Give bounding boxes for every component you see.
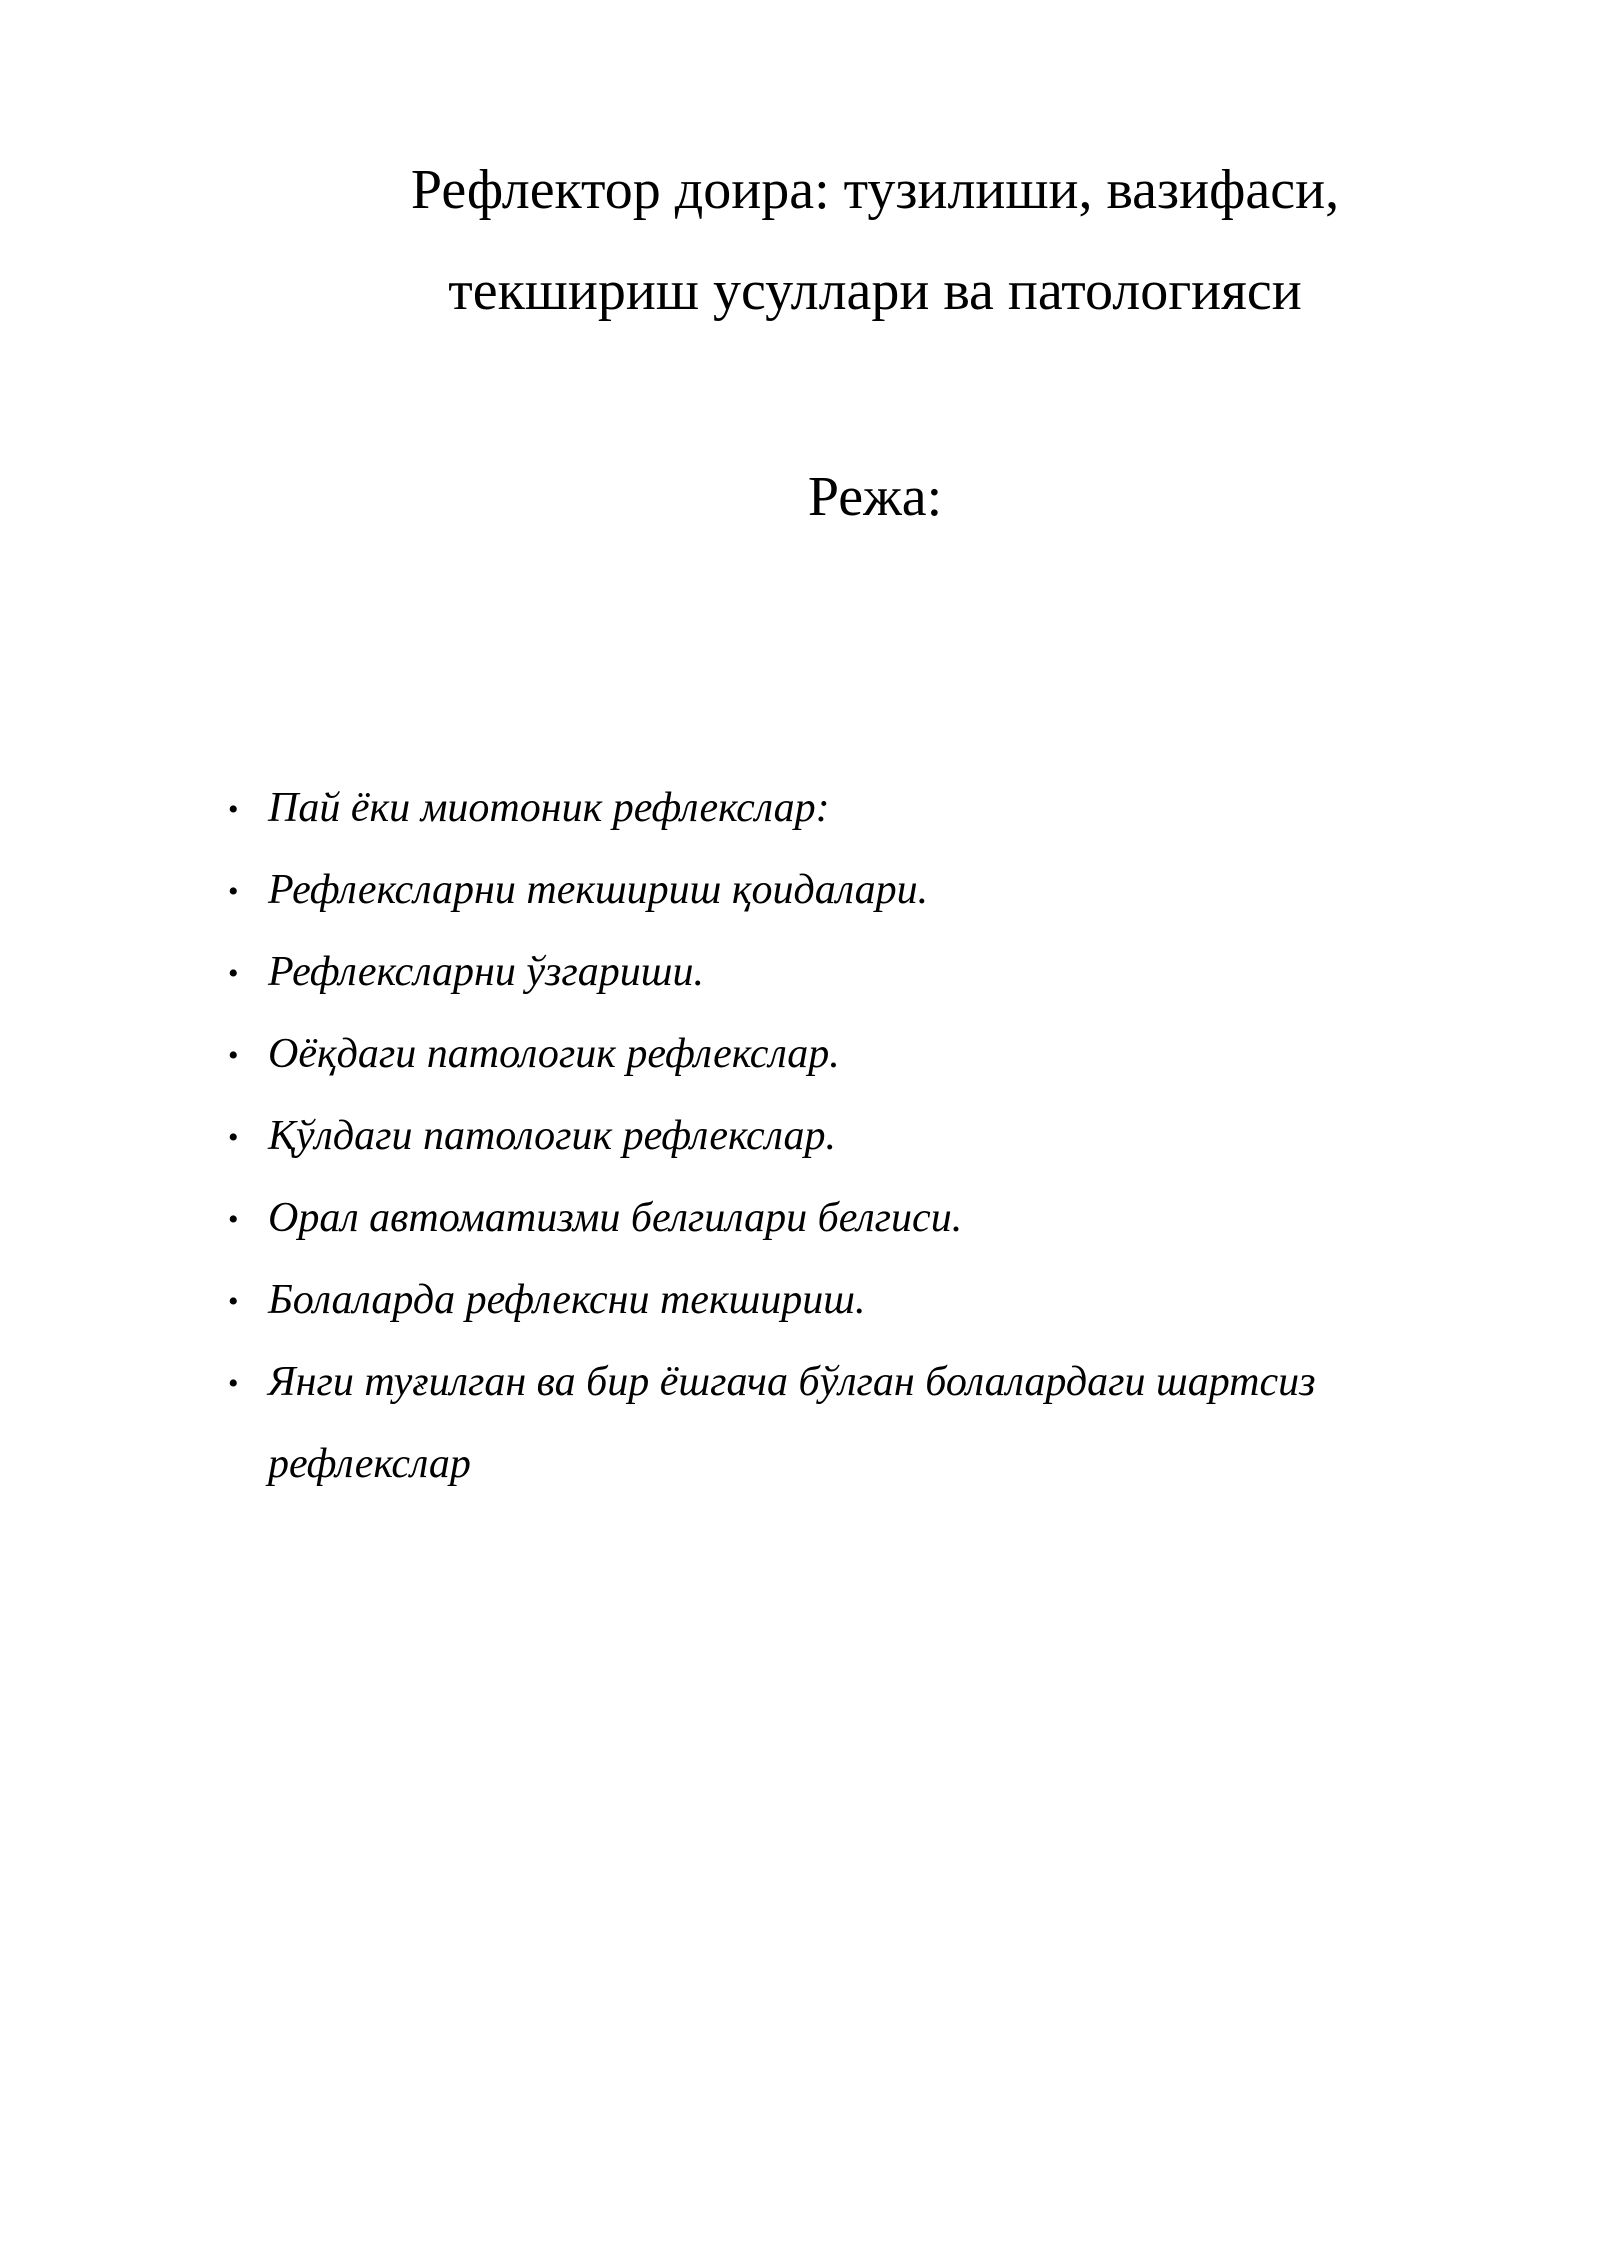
plan-item-text: Рефлексларни ўзгариши.	[268, 949, 704, 995]
plan-item	[228, 1178, 1408, 1260]
plan-item	[228, 1342, 1408, 1504]
plan-item-text: Рефлексларни текшириш қоидалари.	[268, 867, 929, 913]
plan-item	[228, 1260, 1408, 1342]
plan-item-text: Пай ёки миотоник рефлекслар:	[268, 785, 830, 831]
bullet-icon: •	[228, 793, 239, 826]
plan-list	[228, 768, 1408, 1504]
title-line-2: текшириш усуллари ва патологияси	[448, 260, 1302, 322]
plan-item-text: Янги туғилган ва бир ёшгача бўлган болалардаги шартсиз рефлекслар	[268, 1359, 1316, 1487]
bullet-icon: •	[228, 1367, 239, 1400]
bullet-icon: •	[228, 957, 239, 990]
plan-item-text: Орал автоматизми белгилари белгиси.	[268, 1195, 963, 1241]
plan-item	[228, 932, 1408, 1014]
bullet-icon: •	[228, 875, 239, 908]
plan-item-text: Болаларда рефлексни текшириш.	[268, 1277, 866, 1323]
plan-item-text: Оёқдаги патологик рефлекслар.	[268, 1031, 840, 1077]
bullet-icon: •	[228, 1039, 239, 1072]
bullet-icon: •	[228, 1285, 239, 1318]
plan-item	[228, 850, 1408, 932]
plan-item-text: Қўлдаги патологик рефлекслар.	[268, 1113, 837, 1159]
plan-item	[228, 768, 1408, 850]
plan-heading: Режа:	[807, 466, 943, 528]
bullet-icon: •	[228, 1203, 239, 1236]
document-title	[0, 140, 1600, 342]
plan-item	[228, 1096, 1408, 1178]
plan-item	[228, 1014, 1408, 1096]
bullet-icon: •	[228, 1121, 239, 1154]
title-line-1: Рефлектор доира: тузилиши, вазифаси,	[410, 159, 1340, 221]
